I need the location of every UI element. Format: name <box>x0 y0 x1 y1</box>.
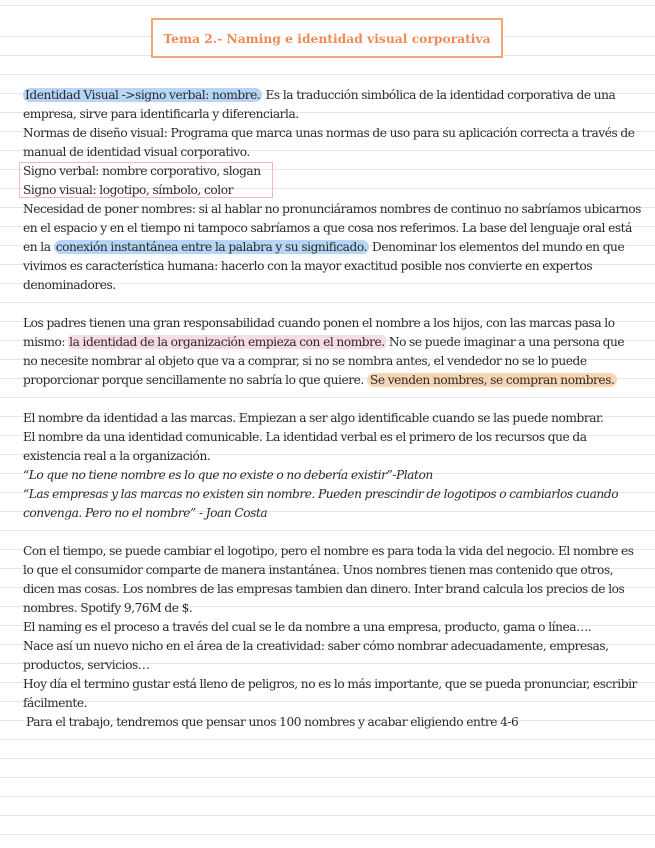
paragraph-necesidad <box>23 200 641 295</box>
paragraph-normas: Normas de diseño visual: Programa que marca unas normas de uso para su aplicación correcta a través de manual de identidad visual corporativo. <box>23 126 635 159</box>
spacer <box>23 295 641 314</box>
paragraph-tiempo: Con el tiempo, se puede cambiar el logotipo, pero el nombre es para toda la vida del negocio. El nombre es lo que el consumidor comparte de manera instantánea. Unos nombres tienen mas contenido que otros, dicen mas cosas. Los nombres de las empresas tambien dan dinero. Inter brand calcula los precios de los nombres. Spotify 9,76M de $. <box>23 544 634 615</box>
spacer <box>23 523 641 542</box>
text-necesidad-a: Necesidad de poner nombres: si al hablar no pronunciáramos nombres de continuo no sabríamos ubicarnos en el espacio y en el tiempo ni tampoco sabríamos a que cosa nos referimos. La base del lenguaje oral está en la <box>23 202 641 254</box>
title-box <box>151 18 503 58</box>
page-title: Tema 2.- Naming e identidad visual corporativa <box>163 30 491 46</box>
paragraph-padres <box>23 314 641 390</box>
line-signo-visual: Signo visual: logotipo, símbolo, color <box>23 183 233 197</box>
highlight-organizacion: la identidad de la organización empieza con el nombre. <box>69 335 385 349</box>
paragraph-hoy-dia: Hoy día el termino gustar está lleno de peligros, no es lo más importante, que se pueda pronunciar, escribir fácilmente. <box>23 677 637 710</box>
paragraph-nicho: Nace así un nuevo nicho en el área de la creatividad: saber cómo nombrar adecuadamente, empresas, productos, servicios… <box>23 639 609 672</box>
spacer <box>23 390 641 409</box>
line-signo-verbal: Signo verbal: nombre corporativo, slogan <box>23 164 261 178</box>
text-padres-b: No se puede imaginar a una persona que no necesite nombrar al objeto que va a comprar, si no se nombra antes, el vendedor no se lo puede proporcionar porque sencillamente no sabría lo que quiere. <box>23 335 625 387</box>
highlight-identidad: Identidad Visual ->signo verbal: nombre. <box>25 88 261 102</box>
paragraph-identidad-comunicable: El nombre da una identidad comunicable. La identidad verbal es el primero de los recursos que da existencia real a la organización. <box>23 430 587 463</box>
paragraph-naming: El naming es el proceso a través del cual se le da nombre a una empresa, producto, gama o línea…. <box>23 620 592 634</box>
highlight-venden: Se venden nombres, se compran nombres. <box>367 373 618 387</box>
highlight-conexion: conexión instantánea entre la palabra y su significado. <box>55 240 367 254</box>
notes-body <box>23 86 641 732</box>
quote-joan-costa: “Las empresas y las marcas no existen sin nombre. Pueden prescindir de logotipos o cambiarlos cuando convenga. Pero no el nombre” - Joan Costa <box>23 487 619 520</box>
text-padres-a: Los padres tienen una gran responsabilidad cuando ponen el nombre a los hijos, con las marcas pasa lo mismo: <box>23 316 615 349</box>
paragraph-nombre-identidad: El nombre da identidad a las marcas. Empiezan a ser algo identificable cuando se las puede nombrar. <box>23 411 604 425</box>
paragraph-trabajo: Para el trabajo, tendremos que pensar unos 100 nombres y acabar eligiendo entre 4-6 <box>26 715 519 729</box>
paragraph-identidad <box>23 86 641 124</box>
text-necesidad-b: Denominar los elementos del mundo en que vivimos es característica humana: hacerlo con la mayor exactitud posible nos convierte en expertos denominadores. <box>23 240 625 292</box>
quote-platon: “Lo que no tiene nombre es lo que no existe o no debería existir”-Platon <box>23 468 433 482</box>
text-identidad-rest: Es la traducción simbólica de la identidad corporativa de una empresa, sirve para identificarla y diferenciarla. <box>23 88 616 121</box>
